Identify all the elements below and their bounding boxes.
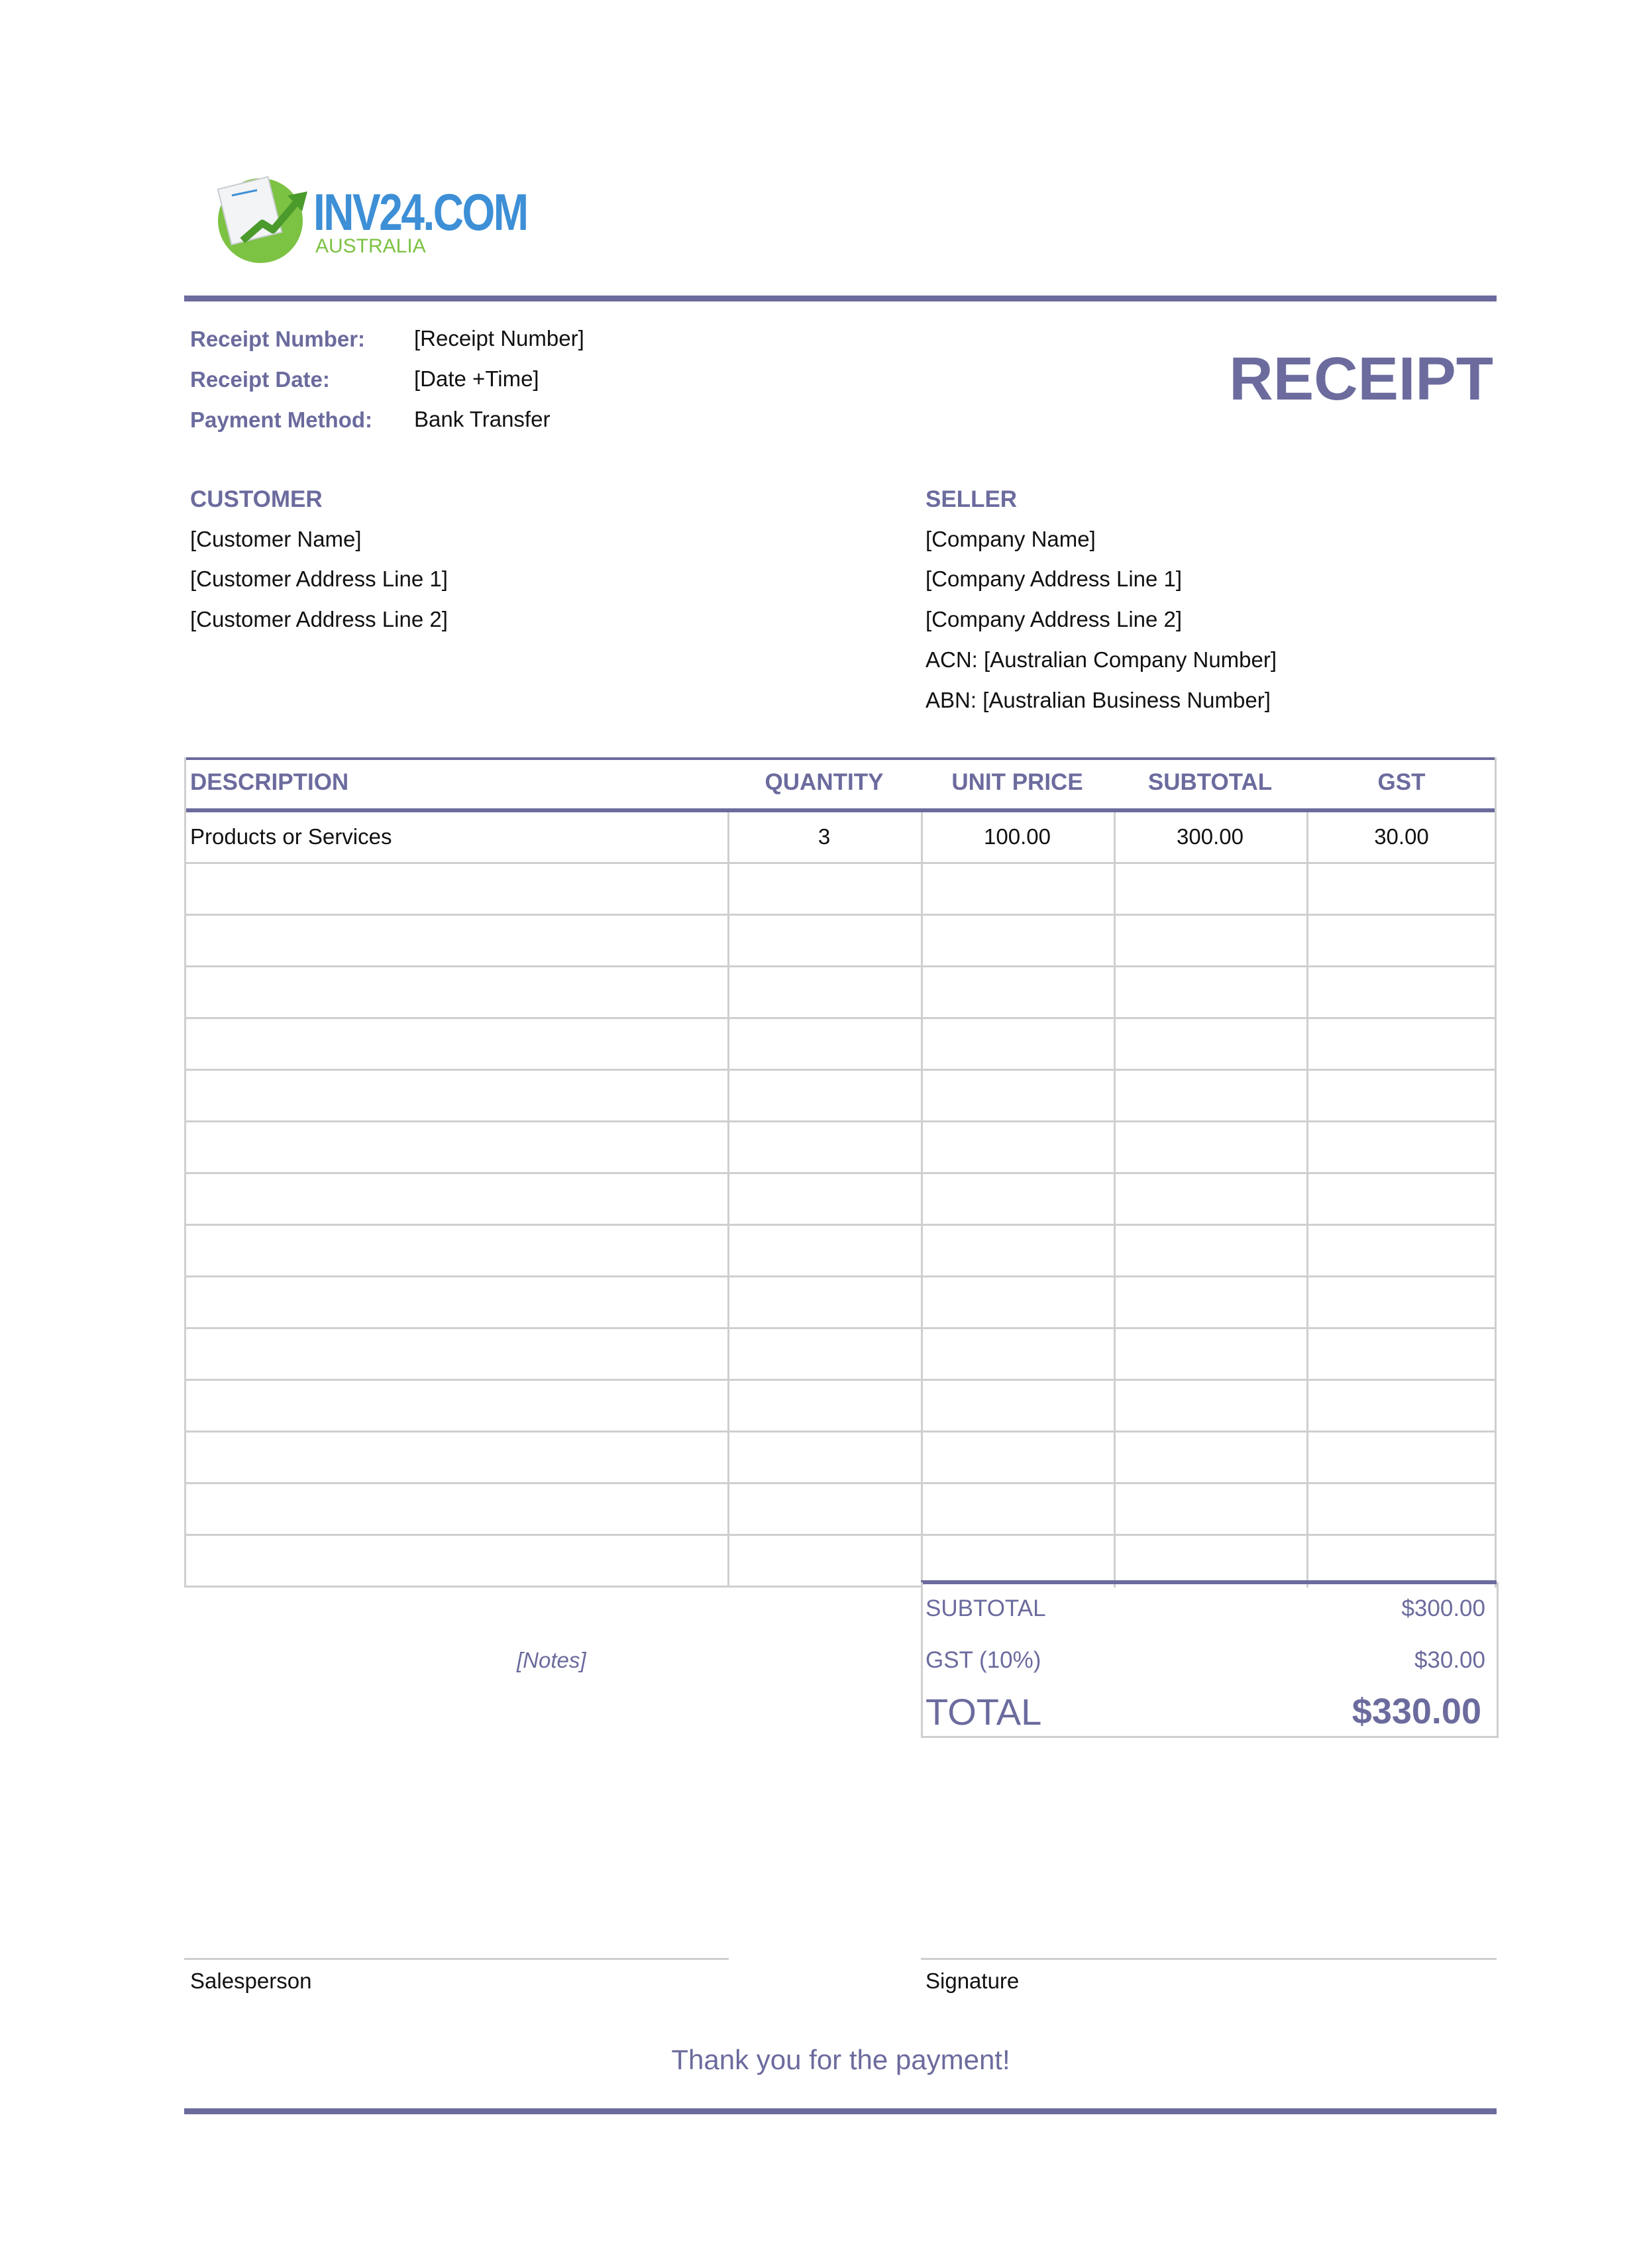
table-row-empty bbox=[184, 1484, 1497, 1536]
notes: [Notes] bbox=[517, 1648, 586, 1672]
receipt-number-value: [Receipt Number] bbox=[414, 326, 584, 351]
seller-address-2: [Company Address Line 2] bbox=[926, 607, 1183, 631]
bottom-rule bbox=[184, 2108, 1497, 2114]
row-1-subtotal: 300.00 bbox=[1177, 824, 1244, 849]
table-row-empty bbox=[184, 1277, 1497, 1329]
receipt-number-label: Receipt Number: bbox=[190, 327, 366, 351]
seller-abn: ABN: [Australian Business Number] bbox=[926, 688, 1271, 712]
customer-heading: CUSTOMER bbox=[190, 486, 323, 512]
customer-name: [Customer Name] bbox=[190, 527, 362, 551]
payment-method-value: Bank Transfer bbox=[414, 407, 551, 431]
salesperson-label: Salesperson bbox=[190, 1969, 312, 1993]
row-1-gst: 30.00 bbox=[1374, 824, 1429, 849]
logo-country: AUSTRALIA bbox=[315, 235, 426, 257]
header-subtotal: SUBTOTAL bbox=[1147, 769, 1273, 795]
logo-brand: INV24.COM bbox=[313, 183, 527, 241]
table-row-empty bbox=[184, 1381, 1497, 1432]
table-row-empty bbox=[184, 1432, 1497, 1484]
table-row-empty bbox=[184, 1122, 1497, 1174]
header-unit-price: UNIT PRICE bbox=[951, 769, 1083, 795]
row-1-unit-price: 100.00 bbox=[984, 824, 1051, 849]
customer-address-2: [Customer Address Line 2] bbox=[190, 607, 448, 631]
row-1-description: Products or Services bbox=[190, 824, 392, 849]
customer-address-1: [Customer Address Line 1] bbox=[190, 567, 448, 591]
receipt-date-value: [Date +Time] bbox=[414, 366, 539, 391]
items-table bbox=[184, 757, 1497, 1586]
seller-company-name: [Company Name] bbox=[926, 527, 1096, 551]
row-1-quantity: 3 bbox=[818, 824, 831, 849]
signature-line bbox=[921, 1958, 1497, 1960]
company-logo bbox=[211, 169, 527, 268]
totals-subtotal-label: SUBTOTAL bbox=[926, 1595, 1046, 1621]
seller-acn: ACN: [Australian Company Number] bbox=[926, 647, 1277, 672]
table-row-empty bbox=[184, 1329, 1497, 1381]
payment-method-label: Payment Method: bbox=[190, 407, 373, 432]
totals-subtotal-value: $300.00 bbox=[1401, 1595, 1485, 1621]
header-quantity: QUANTITY bbox=[765, 769, 884, 795]
totals-total-label: TOTAL bbox=[926, 1691, 1042, 1733]
header-gst: GST bbox=[1377, 769, 1426, 795]
table-row-empty bbox=[184, 1226, 1497, 1277]
seller-heading: SELLER bbox=[926, 486, 1018, 512]
totals-gst-value: $30.00 bbox=[1414, 1647, 1485, 1673]
header-description: DESCRIPTION bbox=[190, 769, 349, 795]
table-top-border bbox=[184, 757, 1497, 760]
salesperson-line bbox=[184, 1958, 729, 1960]
top-rule bbox=[184, 296, 1497, 301]
signature-label: Signature bbox=[926, 1969, 1020, 1993]
document-title: RECEIPT bbox=[1229, 345, 1493, 413]
table-row-empty bbox=[184, 1174, 1497, 1226]
receipt-date-label: Receipt Date: bbox=[190, 367, 330, 392]
totals-total-value: $330.00 bbox=[1352, 1692, 1481, 1731]
table-row-empty bbox=[184, 1071, 1497, 1122]
totals-gst-label: GST (10%) bbox=[926, 1647, 1041, 1673]
table-row-empty bbox=[184, 1019, 1497, 1071]
seller-address-1: [Company Address Line 1] bbox=[926, 567, 1183, 591]
table-row-empty bbox=[184, 916, 1497, 967]
thank-you-message: Thank you for the payment! bbox=[671, 2044, 1010, 2075]
logo-icon bbox=[211, 169, 317, 268]
table-header-border bbox=[184, 808, 1497, 812]
table-row-empty bbox=[184, 864, 1497, 916]
table-row-empty bbox=[184, 967, 1497, 1019]
